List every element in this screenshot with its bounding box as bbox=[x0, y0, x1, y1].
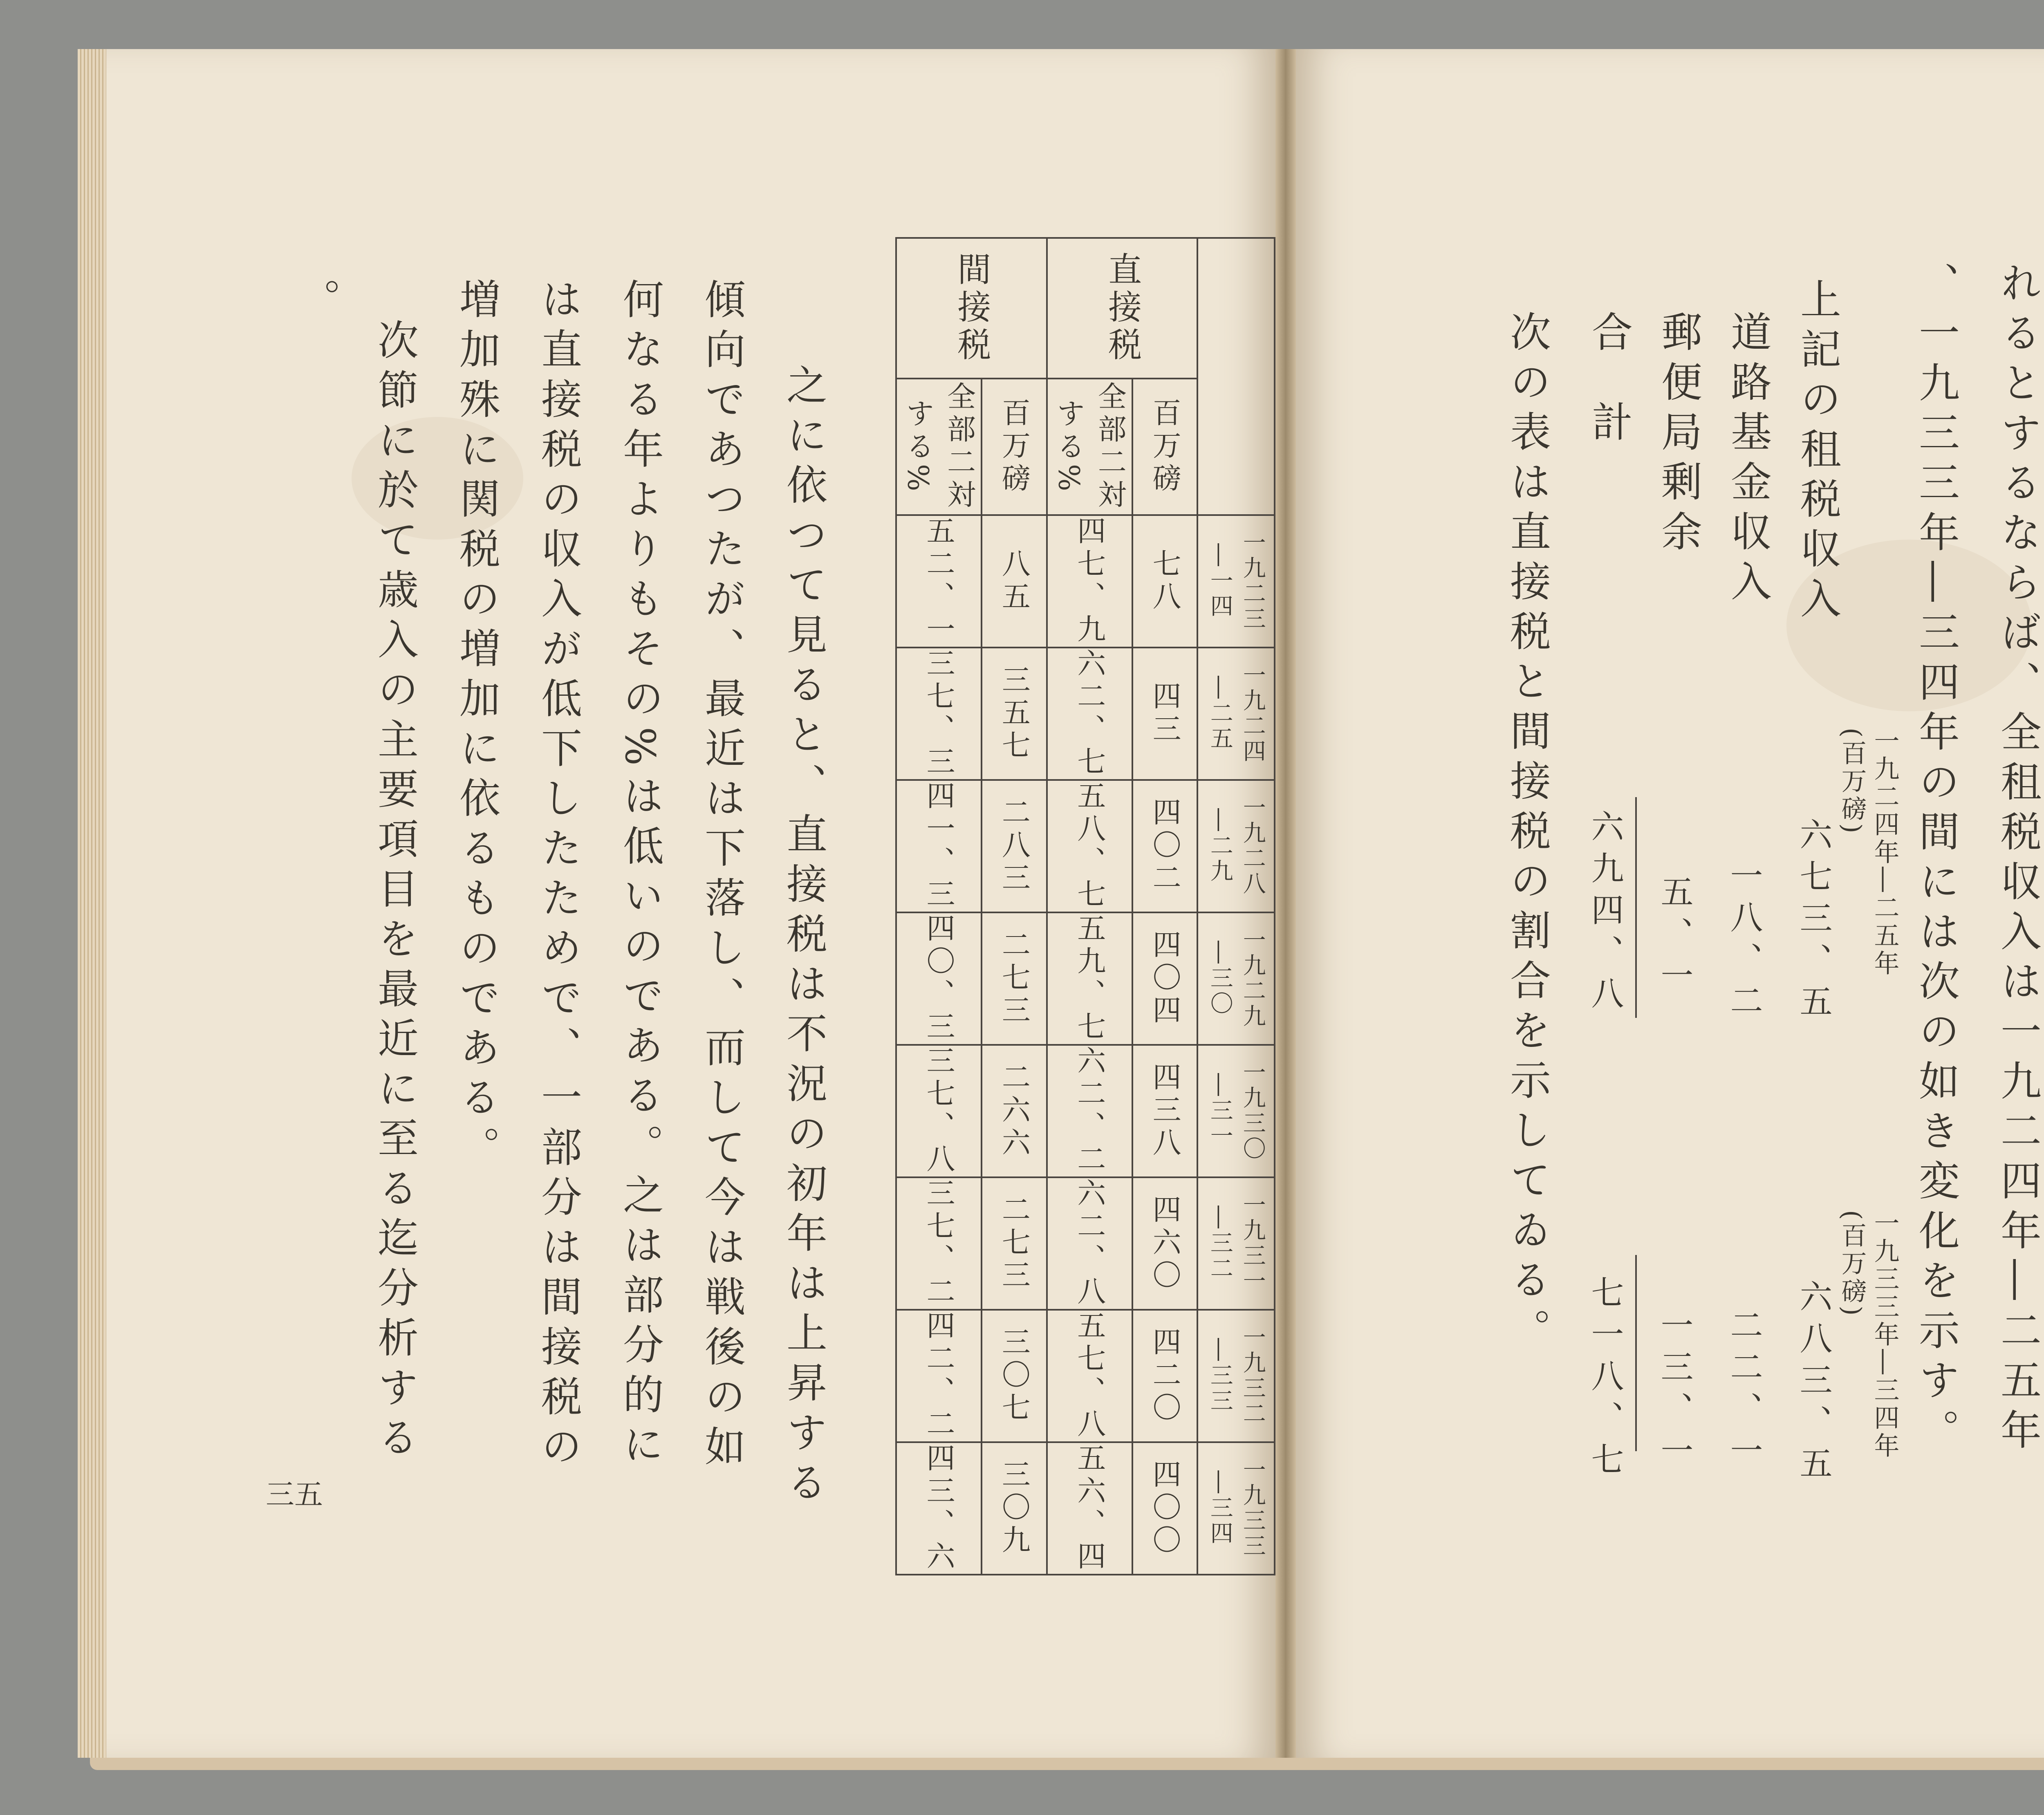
closing-line: 次の表は直接税と間接税の割合を示してゐる。 bbox=[1503, 311, 1551, 1358]
table-cell: 四七、九 bbox=[1047, 515, 1132, 648]
left-page bbox=[106, 49, 1275, 1758]
table-cell: 四〇、三 bbox=[896, 912, 982, 1045]
text-line-5: 増加殊に関税の増加に依るものである。 bbox=[453, 278, 500, 1176]
table-cell: 五八、七 bbox=[1047, 780, 1132, 912]
book-gutter bbox=[1275, 49, 1296, 1758]
sub-header-cell: 百万磅 bbox=[1132, 379, 1198, 515]
table-row bbox=[896, 912, 1275, 1045]
year-cell: 一九三三 ―三四 bbox=[1197, 1442, 1275, 1575]
left-page-stack bbox=[78, 49, 110, 1758]
table-cell: 五六、四 bbox=[1047, 1442, 1132, 1575]
table-row bbox=[896, 1310, 1275, 1442]
sub-header-cell: 百万磅 bbox=[982, 379, 1047, 515]
table-cell: 四〇二 bbox=[1132, 780, 1198, 912]
text-line-6: 、一九三三年―三四年の間には次の如き変化を示す。 bbox=[1912, 262, 1960, 1459]
year-cell: 一九三一 ―三二 bbox=[1197, 1177, 1275, 1310]
right-page bbox=[1296, 49, 2044, 1758]
mini-label-4: 合計 bbox=[1585, 311, 1633, 491]
total-rule-1 bbox=[1635, 797, 1637, 1018]
mini-col2-row1: 六八三、五 bbox=[1794, 1279, 1832, 1488]
page-number-left: 三五 bbox=[266, 1478, 323, 1511]
mini-label-1: 上記の租税収入 bbox=[1793, 278, 1841, 627]
open-book bbox=[78, 45, 2044, 1774]
table-row bbox=[896, 1442, 1275, 1575]
year-cell: 一九二八 ―二九 bbox=[1197, 780, 1275, 912]
table-cell: 三五七 bbox=[982, 648, 1047, 780]
table-cell: 三七、二 bbox=[896, 1177, 982, 1310]
table-cell: 四六〇 bbox=[1132, 1177, 1198, 1310]
table-cell: 二六六 bbox=[982, 1045, 1047, 1177]
table-cell: 四三八 bbox=[1132, 1045, 1198, 1177]
mini-col1-row3: 五、一 bbox=[1655, 875, 1693, 1000]
table-row bbox=[896, 780, 1275, 912]
table-cell: 四二〇 bbox=[1132, 1310, 1198, 1442]
text-line-4: は直接税の収入が低下したためで、一部分は間接税の bbox=[534, 278, 582, 1475]
mini-col2-row4: 七一八、七 bbox=[1586, 1275, 1624, 1484]
table-cell: 四〇〇 bbox=[1132, 1442, 1198, 1575]
table-cell: 五七、八 bbox=[1047, 1310, 1132, 1442]
table-cell: 三七、三 bbox=[896, 648, 982, 780]
text-line-1: 之に依つて見ると、直接税は不況の初年は上昇する bbox=[780, 364, 827, 1511]
table-cell: 二八三 bbox=[982, 780, 1047, 912]
text-line-5: れるとするならば、全租税収入は一九二四年―二五年 bbox=[1994, 262, 2042, 1459]
total-rule-2 bbox=[1635, 1255, 1637, 1451]
table-cell: 五九、七 bbox=[1047, 912, 1132, 1045]
mini-label-2: 道路基金収入 bbox=[1724, 311, 1772, 610]
mini-col2-row3: 一三、一 bbox=[1655, 1308, 1693, 1475]
mini-col1-row2: 一八、二 bbox=[1725, 858, 1763, 1025]
text-line-7: 。 bbox=[293, 278, 341, 328]
table-cell: 二七三 bbox=[982, 1177, 1047, 1310]
group-header-direct: 直接税 bbox=[1047, 238, 1198, 379]
table-cell: 六二、七 bbox=[1047, 648, 1132, 780]
sub-header-cell: 全部二対する% bbox=[896, 379, 982, 515]
table-cell: 四〇四 bbox=[1132, 912, 1198, 1045]
mini-col1-row4: 六九四、八 bbox=[1586, 809, 1624, 1018]
table-cell: 三〇七 bbox=[982, 1310, 1047, 1442]
table-cell: 四三、六 bbox=[896, 1442, 982, 1575]
mini-col2-header: 一九三三年―三四年 (百万磅) bbox=[1837, 1210, 1900, 1460]
sub-header-cell: 全部二対する% bbox=[1047, 379, 1132, 515]
table-cell: 四三 bbox=[1132, 648, 1198, 780]
mini-col2-row2: 二二、一 bbox=[1725, 1308, 1763, 1475]
text-line-3: 何なる年よりもその%は低いのである。之は部分的に bbox=[616, 278, 664, 1473]
year-cell: 一九二三 ―一四 bbox=[1197, 515, 1275, 648]
year-cell: 一九二九 ―三〇 bbox=[1197, 912, 1275, 1045]
table-row bbox=[896, 515, 1275, 648]
mini-col1-header: 一九二四年―二五年 (百万磅) bbox=[1837, 728, 1900, 978]
table-cell: 七八 bbox=[1132, 515, 1198, 648]
year-cell: 一九三二 ―三三 bbox=[1197, 1310, 1275, 1442]
table-row bbox=[896, 1177, 1275, 1310]
table-cell: 三七、八 bbox=[896, 1045, 982, 1177]
table-cell: 六二、八 bbox=[1047, 1177, 1132, 1310]
table-cell: 四一、三 bbox=[896, 780, 982, 912]
table-row bbox=[896, 648, 1275, 780]
table-cell: 五二、一 bbox=[896, 515, 982, 648]
table-cell: 四二、二 bbox=[896, 1310, 982, 1442]
group-header-indirect: 間接税 bbox=[896, 238, 1047, 379]
text-line-2: 傾向であつたが、最近は下落し、而して今は戦後の如 bbox=[698, 278, 746, 1475]
year-cell: 一九二四 ―二五 bbox=[1197, 648, 1275, 780]
table-cell: 六二、二 bbox=[1047, 1045, 1132, 1177]
year-cell: 一九三〇 ―三一 bbox=[1197, 1045, 1275, 1177]
table-cell: 八五 bbox=[982, 515, 1047, 648]
mini-label-3: 郵便局剰余 bbox=[1654, 311, 1702, 560]
text-line-6: 次節に於て歳入の主要項目を最近に至る迄分析する bbox=[371, 319, 419, 1466]
table-row bbox=[896, 1045, 1275, 1177]
tax-ratio-table bbox=[895, 237, 1275, 1575]
table-cell: 三〇九 bbox=[982, 1442, 1047, 1575]
mini-col1-row1: 六七三、五 bbox=[1794, 818, 1832, 1026]
table-cell: 二七三 bbox=[982, 912, 1047, 1045]
corner-cell bbox=[1197, 238, 1275, 515]
